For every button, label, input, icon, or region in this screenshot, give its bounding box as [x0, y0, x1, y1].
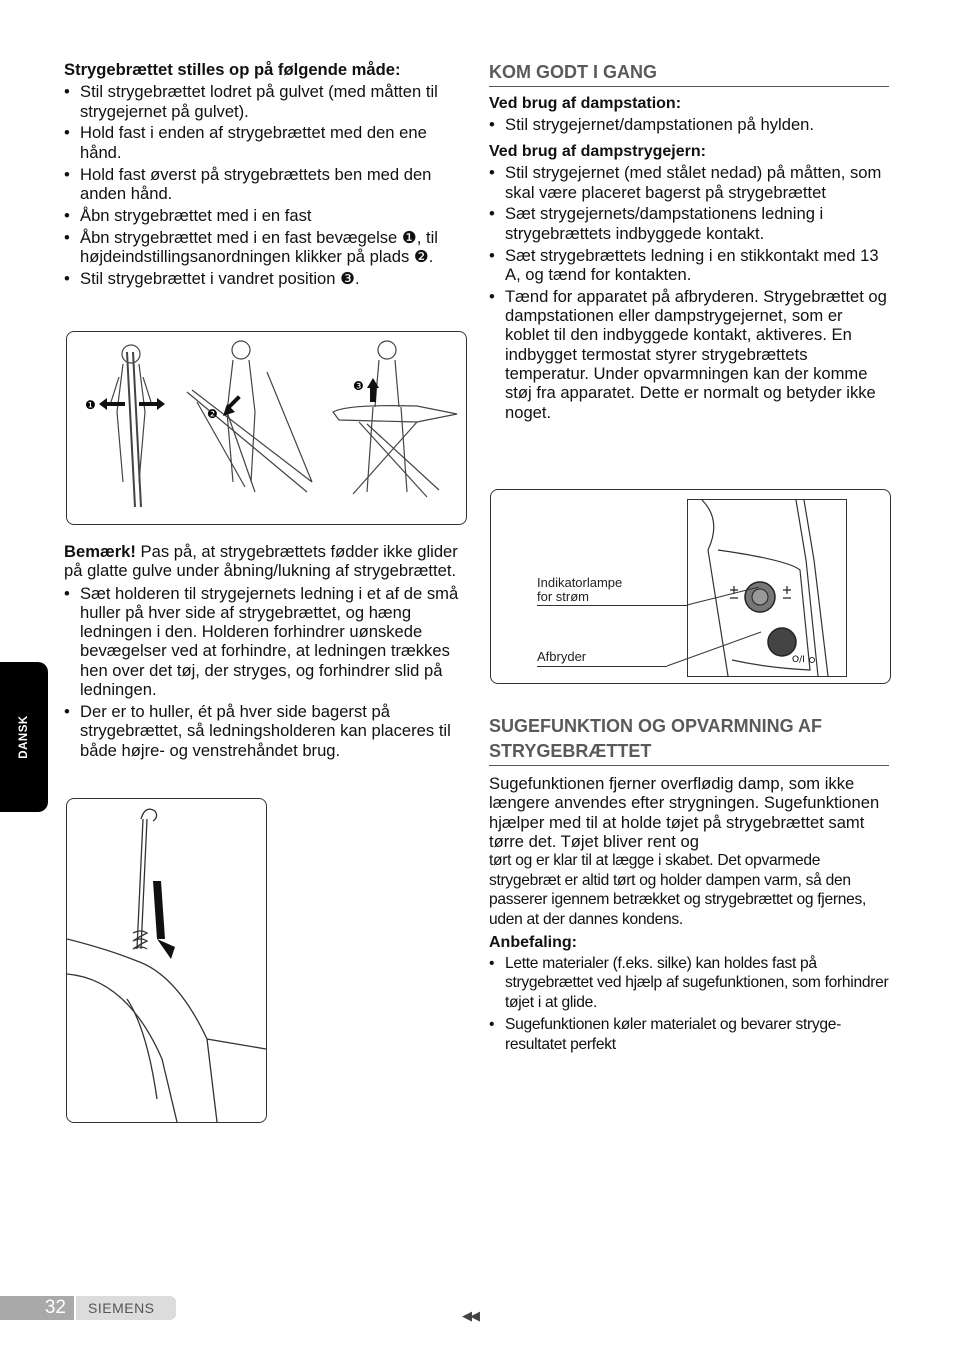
steam-station-steps — [489, 115, 889, 134]
leader-lines — [491, 490, 890, 683]
setup-heading: Strygebrættet stilles op på følgende måde: — [64, 60, 401, 79]
list-item: • Stil strygebrættet lodret på gulvet (med måtten til strygejernet på gulvet). — [64, 82, 464, 121]
note-paragraph — [64, 542, 464, 581]
getting-started-heading: KOM GODT I GANG — [489, 60, 889, 87]
steam-iron-heading: Ved brug af dampstrygejern: — [489, 143, 706, 161]
control-panel-figure — [490, 489, 891, 684]
nav-back-icon[interactable]: ◀◀ — [462, 1308, 478, 1323]
cord-holder-illustration — [67, 799, 266, 1122]
switch-mark: O/I — [792, 655, 805, 665]
note-section — [64, 542, 464, 762]
recommendation-steps — [489, 954, 889, 1055]
list-item: • Sæt holderen til strygejernets ledning i et af de små huller på hver side af strygebrættet, og hæng ledningen i den. Holderen forhindrer uønskede bevægelser ved at forhindre, at ledningen trækkes hen over det tøj, der stryges, og forhindrer slid på ledningen. — [64, 584, 464, 700]
suction-section — [489, 714, 889, 1057]
list-item: • Hold fast øverst på strygebrættets ben med den anden hånd. — [64, 165, 464, 204]
cord-steps-list — [64, 584, 464, 760]
list-item: • Hold fast i enden af strygebrættet med den ene hånd. — [64, 123, 464, 162]
steam-iron-steps — [489, 163, 889, 422]
left-column — [64, 60, 464, 291]
list-item: • Åbn strygebrættet med i en fast — [64, 206, 464, 225]
indicator-label-line1: Indikatorlampe — [537, 575, 623, 590]
list-item: • Åbn strygebrættet med i en fast bevægelse ❶, til højdeindstillingsanordningen klikker på plads ❷. — [64, 228, 464, 267]
figure-marker-2: ❷ — [207, 407, 218, 421]
switch-label: Afbryder — [537, 649, 587, 664]
list-item: • Tænd for apparatet på afbryderen. Strygebrættet og dampstationen eller dampstrygejernet, som er koblet til den indbyggede kontakt, aktiveres. En indbygget termostat styrer strygebrættets temperatur. Under opvarmningen kan der komme støj fra apparatet. Dette er normalt og betyder ikke noget. — [489, 287, 889, 422]
right-column — [489, 60, 889, 425]
suction-text-b: tørt og er klar til at lægge i skabet. Det opvarmede strygebræt er altid tørt og holder dampen varm, så den passerer igennem betrækket og strygebrættet og fjernes, uden at der dannes kondens. — [489, 852, 867, 928]
unfold-board-figure — [66, 331, 467, 525]
list-item: • Stil strygejernet (med stålet nedad) på måtten, som skal være placeret bagerst på strygebrættet — [489, 163, 889, 202]
suction-heading: SUGEFUNKTION OG OPVARMNING AF STRYGEBRÆTTET — [489, 714, 889, 766]
list-item: • Der er to huller, ét på hver side bagerst på strygebrættet, så ledningsholderen kan placeres til både højre- og venstrehåndet brug. — [64, 702, 464, 760]
list-item: • Lette materialer (f.eks. silke) kan holdes fast på strygebrættet ved hjælp af sugefunktionen, som forhindrer tøjet i at glide. — [489, 954, 889, 1013]
list-item: • Stil strygejernet/dampstationen på hylden. — [489, 115, 889, 134]
brand-label: SIEMENS — [76, 1296, 176, 1320]
recommendation-heading: Anbefaling: — [489, 933, 577, 951]
suction-text-a: Sugefunktionen fjerner overflødig damp, som ikke længere anvendes efter strygningen. Sugefunktionen hjælper med til at holde tøjet på strygebrættet samt tørre det. Tøjet bliver rent og — [489, 774, 880, 851]
note-label: Bemærk! — [64, 542, 136, 561]
list-item: • Sæt strygebrættets ledning i en stikkontakt med 13 A, og tænd for kontakten. — [489, 246, 889, 285]
indicator-label-line2: for strøm — [537, 589, 589, 604]
cord-holder-figure — [66, 798, 267, 1123]
list-item: • Sæt strygejernets/dampstationens ledning i strygebrættets indbyggede kontakt. — [489, 204, 889, 243]
list-item: • Sugefunktionen køler materialet og bevarer strygeresultatet perfekt — [489, 1015, 889, 1054]
list-item: • Stil strygebrættet i vandret position ❸. — [64, 269, 464, 288]
language-tab-label: DANSK — [18, 715, 30, 759]
figure-marker-3: ❸ — [353, 379, 364, 393]
page-number: 32 — [0, 1296, 74, 1320]
language-side-tab — [0, 662, 48, 812]
unfold-illustration — [67, 332, 466, 524]
figure-marker-1: ❶ — [85, 398, 96, 412]
note-text: Pas på, at strygebrættets fødder ikke glider på glatte gulve under åbning/lukning af strygebrættet. — [64, 542, 458, 581]
steam-station-heading: Ved brug af dampstation: — [489, 95, 682, 112]
setup-steps-list — [64, 82, 464, 288]
